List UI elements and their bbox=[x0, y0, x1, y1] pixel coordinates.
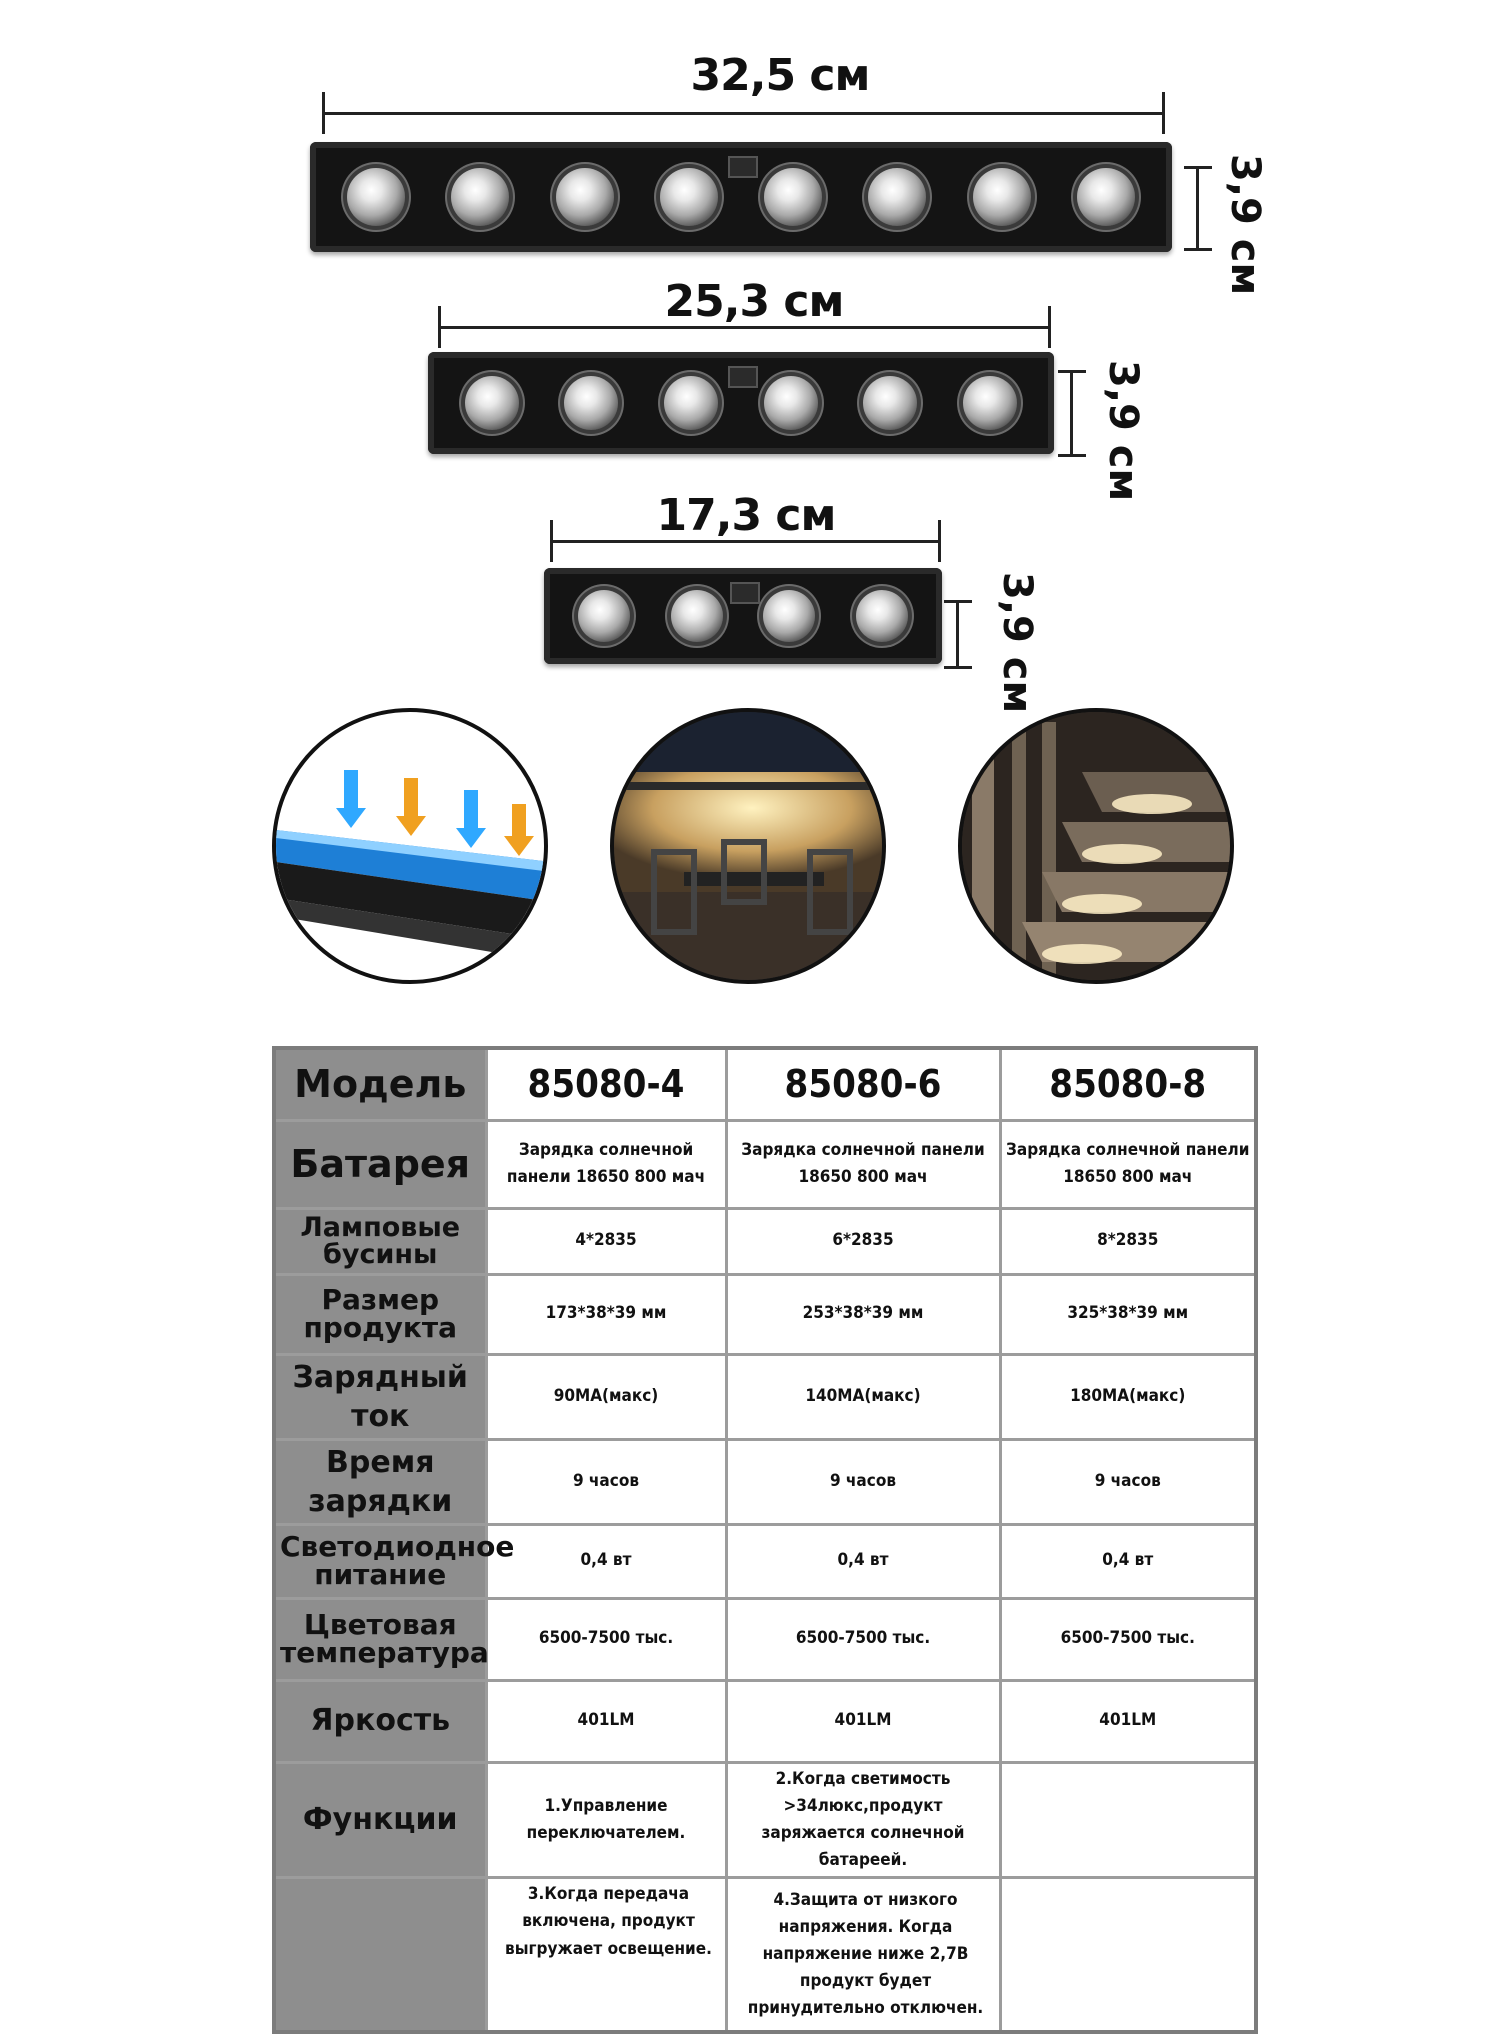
width-tick bbox=[1048, 306, 1051, 348]
table-cell: 9 часов bbox=[1000, 1439, 1256, 1524]
height-line bbox=[956, 600, 959, 668]
table-header-row bbox=[274, 1048, 1256, 1120]
table-cell: 401LM bbox=[486, 1680, 726, 1762]
table-cell: 6500-7500 тыс. bbox=[486, 1598, 726, 1680]
row-label: Светодиодное питание bbox=[274, 1524, 486, 1598]
table-row bbox=[274, 1208, 1256, 1274]
height-label-6: 3,9 см bbox=[1100, 360, 1146, 502]
table-cell: 0,4 вт bbox=[726, 1524, 1000, 1598]
stairs-lighting-image bbox=[958, 708, 1234, 984]
width-tick bbox=[438, 306, 441, 348]
row-label: Зарядный ток bbox=[274, 1354, 486, 1439]
led-bead-icon bbox=[764, 376, 818, 430]
patio-scene bbox=[614, 712, 886, 984]
table-cell: 401LM bbox=[1000, 1680, 1256, 1762]
model-column-header: 85080-8 bbox=[1000, 1048, 1256, 1120]
row-label: Цветовая температура bbox=[274, 1598, 486, 1680]
function-text: 4.Защита от низкого напряжения. Когда напряжение ниже 2,7В продукт будет принудительно отключен. bbox=[747, 1889, 984, 2019]
table-cell: 8*2835 bbox=[1000, 1208, 1256, 1274]
table-cell: 140MA(макс) bbox=[726, 1354, 1000, 1439]
row-label: Функции bbox=[274, 1762, 486, 1878]
header-label: Модель bbox=[274, 1048, 486, 1120]
light-bar-8 bbox=[310, 142, 1172, 252]
height-label-4: 3,9 см bbox=[994, 572, 1040, 714]
width-tick bbox=[938, 520, 941, 562]
stairs-scene bbox=[962, 712, 1234, 984]
row-label: Время зарядки bbox=[274, 1439, 486, 1524]
led-bead-icon bbox=[578, 590, 630, 642]
table-cell: 401LM bbox=[726, 1680, 1000, 1762]
height-tick bbox=[1058, 454, 1086, 457]
led-bead-icon bbox=[764, 168, 822, 226]
table-cell: 180MA(макс) bbox=[1000, 1354, 1256, 1439]
table-cell: Зарядка солнечной панели 18650 800 мач bbox=[1000, 1120, 1256, 1208]
led-bead-icon bbox=[856, 590, 908, 642]
table-cell: 173*38*39 мм bbox=[486, 1274, 726, 1354]
table-cell: 6500-7500 тыс. bbox=[726, 1598, 1000, 1680]
function-item bbox=[486, 1878, 726, 2032]
height-tick bbox=[944, 600, 972, 603]
led-bead-icon bbox=[664, 376, 718, 430]
led-bead-icon bbox=[660, 168, 718, 226]
table-row bbox=[274, 1274, 1256, 1354]
table-cell: 325*38*39 мм bbox=[1000, 1274, 1256, 1354]
height-label-8: 3,9 см bbox=[1222, 154, 1268, 296]
function-item bbox=[726, 1762, 1000, 1878]
led-bead-icon bbox=[763, 590, 815, 642]
led-bead-icon bbox=[465, 376, 519, 430]
model-column-header: 85080-6 bbox=[726, 1048, 1000, 1120]
function-item bbox=[486, 1762, 726, 1878]
led-bead-icon bbox=[1077, 168, 1135, 226]
led-bead-icon bbox=[963, 376, 1017, 430]
light-bar-6 bbox=[428, 352, 1054, 454]
table-cell: 9 часов bbox=[486, 1439, 726, 1524]
width-label-8: 32,5 см bbox=[690, 50, 870, 101]
led-bead-icon bbox=[556, 168, 614, 226]
table-cell: 0,4 вт bbox=[1000, 1524, 1256, 1598]
led-bead-icon bbox=[671, 590, 723, 642]
table-row bbox=[274, 1354, 1256, 1439]
function-item bbox=[726, 1878, 1000, 2032]
row-label: Ламповые бусины bbox=[274, 1208, 486, 1274]
led-bead-icon bbox=[868, 168, 926, 226]
width-tick bbox=[1162, 92, 1165, 134]
table-row bbox=[274, 1598, 1256, 1680]
height-line bbox=[1070, 370, 1073, 456]
led-bead-icon bbox=[863, 376, 917, 430]
empty-cell bbox=[1000, 1762, 1256, 1878]
led-bead-icon bbox=[973, 168, 1031, 226]
width-label-6: 25,3 см bbox=[664, 276, 844, 327]
table-cell: 6*2835 bbox=[726, 1208, 1000, 1274]
led-bead-icon bbox=[347, 168, 405, 226]
led-bead-icon bbox=[564, 376, 618, 430]
solar-charging-illustration bbox=[276, 712, 548, 984]
light-bar-4 bbox=[544, 568, 942, 664]
patio-lighting-image bbox=[610, 708, 886, 984]
table-cell: 253*38*39 мм bbox=[726, 1274, 1000, 1354]
table-cell: Зарядка солнечной панели 18650 800 мач bbox=[486, 1120, 726, 1208]
row-label: Размер продукта bbox=[274, 1274, 486, 1354]
height-tick bbox=[944, 666, 972, 669]
height-tick bbox=[1184, 166, 1212, 169]
table-cell: 0,4 вт bbox=[486, 1524, 726, 1598]
model-column-header: 85080-4 bbox=[486, 1048, 726, 1120]
table-cell: 90MA(макс) bbox=[486, 1354, 726, 1439]
table-row bbox=[274, 1524, 1256, 1598]
height-tick bbox=[1058, 370, 1086, 373]
width-tick bbox=[322, 92, 325, 134]
width-tick bbox=[550, 520, 553, 562]
table-cell: 6500-7500 тыс. bbox=[1000, 1598, 1256, 1680]
spec-table bbox=[272, 1046, 1258, 2034]
functions-row bbox=[274, 1762, 1256, 1878]
led-bead-icon bbox=[451, 168, 509, 226]
function-text: 1.Управление переключателем. bbox=[526, 1795, 686, 1843]
power-switch-icon bbox=[728, 366, 758, 388]
power-switch-icon bbox=[728, 156, 758, 178]
width-line-8 bbox=[324, 112, 1164, 115]
row-label-empty bbox=[274, 1878, 486, 2032]
solar-panel-charging-image bbox=[272, 708, 548, 984]
row-label: Батарея bbox=[274, 1120, 486, 1208]
table-cell: Зарядка солнечной панели 18650 800 мач bbox=[726, 1120, 1000, 1208]
height-line bbox=[1196, 166, 1199, 250]
empty-cell bbox=[1000, 1878, 1256, 2032]
power-switch-icon bbox=[730, 582, 760, 604]
table-row bbox=[274, 1439, 1256, 1524]
function-text: 3.Когда передача включена, продукт выгружает освещение. bbox=[505, 1884, 712, 1959]
table-cell: 4*2835 bbox=[486, 1208, 726, 1274]
table-row bbox=[274, 1120, 1256, 1208]
width-label-4: 17,3 см bbox=[656, 490, 836, 541]
row-label: Яркость bbox=[274, 1680, 486, 1762]
function-text: 2.Когда светимость >34люкс,продукт заряжается солнечной батареей. bbox=[761, 1768, 965, 1871]
table-row bbox=[274, 1680, 1256, 1762]
functions-row bbox=[274, 1878, 1256, 2032]
height-tick bbox=[1184, 248, 1212, 251]
table-cell: 9 часов bbox=[726, 1439, 1000, 1524]
